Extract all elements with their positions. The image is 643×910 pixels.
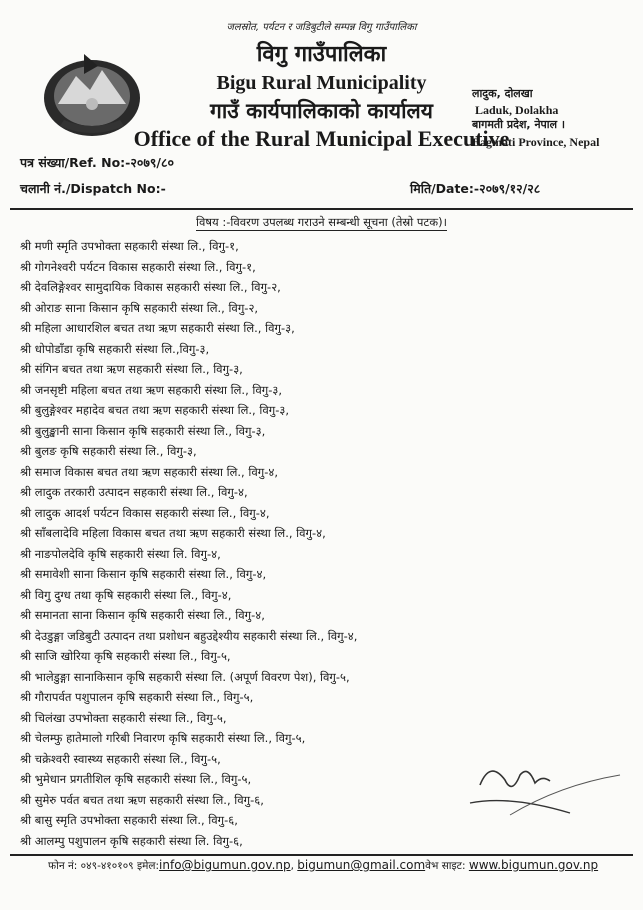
recipient-item: श्री भालेडुङ्गा सानाकिसान कृषि सहकारी संस्था लि. (अपूर्ण विवरण पेश), विगु-५, [20, 669, 350, 684]
recipient-item: श्री बुलुङ्खानी साना किसान कृषि सहकारी संस्था लि., विगु-३, [20, 423, 266, 438]
subject-line [0, 215, 643, 230]
address-line1-np: लादुक, दोलखा [472, 87, 533, 100]
recipient-item: श्री चेलम्फु हातेमालो गरिबी निवारण कृषि सहकारी संस्था लि., विगु-५, [20, 731, 306, 745]
recipient-item: श्री देउडुङ्गा जडिबुटी उत्पादन तथा प्रशोधन बहुउद्देश्यीय सहकारी संस्था लि., विगु-४, [20, 628, 358, 643]
recipient-item: श्री चक्रेश्वरी स्वास्थ्य सहकारी संस्था लि., विगु-५, [20, 751, 221, 766]
subject-text: विषय :-विवरण उपलब्ध गराउने सम्बन्धी सूचना (तेस्रो पटक)। [196, 215, 447, 229]
ref-label: पत्र संख्या/Ref. No:- [20, 155, 131, 170]
recipient-item: श्री समाज विकास बचत तथा ऋण सहकारी संस्था लि., विगु-४, [20, 464, 279, 479]
recipient-item: श्री गोगनेश्वरी पर्यटन विकास सहकारी संस्था लि., विगु-१, [20, 259, 256, 274]
recipient-item: श्री साँबलादेवि महिला विकास बचत तथा ऋण सहकारी संस्था लि., विगु-४, [20, 526, 326, 540]
address-line2-en: Bagmati Province, Nepal [472, 135, 600, 149]
address-line2-np: बागमती प्रदेश, नेपाल । [472, 118, 566, 131]
footer-web-label: वेभ साइट: [425, 860, 466, 872]
recipient-item: श्री नाङपोलदेवि कृषि सहकारी संस्था लि. विगु-४, [20, 546, 221, 561]
footer-email-2[interactable]: bigumun@gmail.com [297, 858, 426, 872]
recipient-item: श्री मणी स्मृति उपभोक्ता सहकारी संस्था लि., विगु-१, [20, 239, 239, 253]
recipient-item: श्री चिलंखा उपभोक्ता सहकारी संस्था लि., विगु-५, [20, 710, 227, 725]
recipient-item: श्री धोपोडाँडा कृषि सहकारी संस्था लि.,विगु-३, [20, 341, 210, 356]
header-divider [10, 208, 633, 210]
municipality-name-en: Bigu Rural Municipality [216, 72, 427, 94]
signature-stamp [450, 755, 630, 855]
recipient-item: श्री साजि खोरिया कृषि सहकारी संस्था लि., विगु-५, [20, 649, 231, 663]
recipient-item: श्री देवलिङ्गेश्वर सामुदायिक विकास सहकारी संस्था लि., विगु-२, [20, 280, 281, 294]
recipient-item: श्री लादुक तरकारी उत्पादन सहकारी संस्था लि., विगु-४, [20, 485, 248, 499]
recipient-item: श्री आलम्पु पशुपालन कृषि सहकारी संस्था लि. विगु-६, [20, 833, 243, 848]
recipient-item: श्री भुमेधान प्रगतीशिल कृषि सहकारी संस्था लि., विगु-५, [20, 772, 252, 786]
date-label: मिति/Date:- [410, 181, 480, 196]
ref-number [20, 154, 174, 171]
municipality-name-np: विगु गाउँपालिका [256, 42, 387, 67]
recipient-item: श्री बासु स्मृति उपभोक्ता सहकारी संस्था लि., विगु-६, [20, 813, 238, 827]
footer-divider [10, 854, 633, 856]
tagline: जलस्रोत, पर्यटन र जडिबुटीले सम्पन्न विगु गाउँपालिका [226, 22, 417, 33]
recipient-item: श्री गौरापर्वत पशुपालन कृषि सहकारी संस्था लि., विगु-५, [20, 690, 254, 704]
footer-website[interactable]: www.bigumun.gov.np [468, 858, 599, 872]
recipient-item: श्री समानता साना किसान कृषि सहकारी संस्था लि., विगु-४, [20, 608, 265, 622]
recipient-item: श्री समावेशी साना किसान कृषि सहकारी संस्था लि., विगु-४, [20, 567, 267, 581]
recipient-item: श्री जनसृष्टी महिला बचत तथा ऋण सहकारी संस्था लि., विगु-३, [20, 382, 283, 397]
recipient-item: श्री बुलङ कृषि सहकारी संस्था लि., विगु-३, [20, 444, 197, 458]
footer-contact: फोन नं: ०४९-४१०१०९ इमेल:info@bigumun.gov.np, bigumun@gmail.comवेभ साइट: www.bigumun.gov.np [48, 858, 599, 872]
recipient-list [20, 236, 357, 851]
recipient-item: श्री महिला आधारशिल बचत तथा ऋण सहकारी संस्था लि., विगु-३, [20, 321, 295, 335]
office-name-np: गाउँ कार्यपालिकाको कार्यालय [210, 99, 433, 123]
recipient-item: श्री लादुक आदर्श पर्यटन विकास सहकारी संस्था लि., विगु-४, [20, 505, 270, 520]
footer-email-1[interactable]: info@bigumun.gov.np [159, 858, 291, 872]
dispatch-label: चलानी नं./Dispatch No:- [20, 181, 166, 196]
recipient-item: श्री सुमेरु पर्वत बचत तथा ऋण सहकारी संस्था लि., विगु-६, [20, 792, 264, 807]
recipient-item: श्री विगु दुग्ध तथा कृषि सहकारी संस्था लि., विगु-४, [20, 587, 232, 602]
ref-value: २०७९/८० [130, 155, 174, 170]
dispatch-number [20, 180, 166, 197]
recipient-item: श्री ओराङ साना किसान कृषि सहकारी संस्था लि., विगु-२, [20, 300, 259, 315]
footer-phone: फोन नं: ०४९-४१०१०९ इमेल: [48, 860, 160, 872]
letter-date [410, 180, 540, 197]
office-name-en: Office of the Rural Municipal Executive [133, 126, 510, 151]
recipient-item: श्री बुलुङ्गेश्वर महादेव बचत तथा ऋण सहकारी संस्था लि., विगु-३, [20, 403, 289, 417]
address-line1-en: Laduk, Dolakha [475, 103, 559, 117]
date-value: २०७९/१२/२८ [479, 181, 541, 196]
recipient-item: श्री संगिन बचत तथा ऋण सहकारी संस्था लि., विगु-३, [20, 362, 243, 376]
